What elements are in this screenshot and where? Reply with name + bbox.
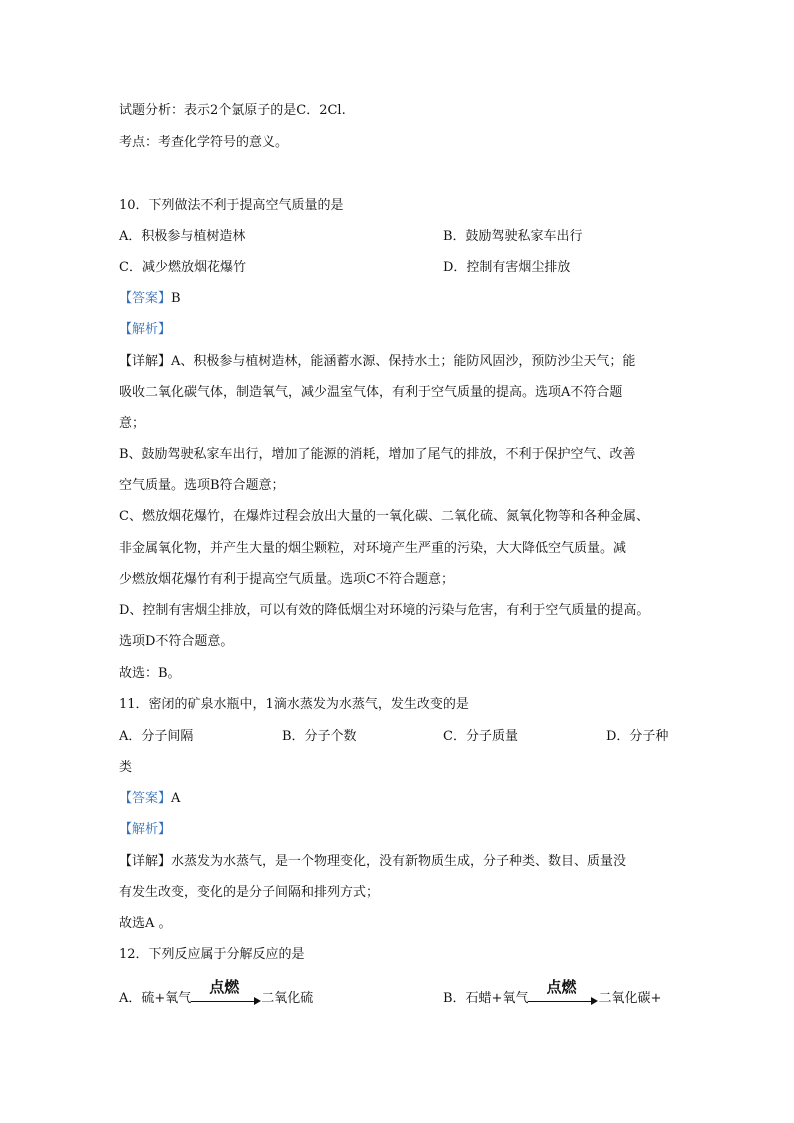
q11-jiexi-label: 【解析】 xyxy=(119,822,172,837)
q11-stem: 11．密闭的矿泉水瓶中，1滴水蒸发为水蒸气，发生改变的是 xyxy=(119,697,469,712)
q11-option-a: A．分子间隔 xyxy=(119,729,194,744)
detail-text: 水蒸发为水蒸气，是一个物理变化，没有新物质生成，分子种类、数目、质量没 xyxy=(171,854,627,869)
products: 二氧化硫 xyxy=(261,991,314,1006)
detail-text: A、积极参与植树造林，能涵蓄水源、保持水土；能防风固沙，预防沙尘天气；能 xyxy=(171,354,636,369)
arrow-head-icon xyxy=(254,997,261,1005)
arrow-head-icon xyxy=(591,997,598,1005)
reactants: A．硫+氧气 xyxy=(119,991,192,1006)
q10-detail-l10: 选项D不符合题意。 xyxy=(119,634,234,649)
q10-option-a: A．积极参与植树造林 xyxy=(119,229,246,244)
detail-label: 【详解】 xyxy=(119,354,172,369)
q11-answer xyxy=(119,790,180,808)
reaction-condition: 点燃 xyxy=(209,978,240,996)
reaction-condition: 点燃 xyxy=(546,978,577,996)
q10-stem: 10．下列做法不利于提高空气质量的是 xyxy=(119,198,344,213)
q10-detail-l8: 少燃放烟花爆竹有利于提高空气质量。选项C不符合题意； xyxy=(119,572,454,587)
q11-option-d-wrap: 类 xyxy=(119,760,133,775)
reactants: B．石蜡+氧气 xyxy=(443,991,529,1006)
answer-value: A xyxy=(171,791,181,806)
q11-option-d: D．分子种 xyxy=(606,729,669,744)
answer-label: 【答案】 xyxy=(119,291,172,306)
reaction-arrow xyxy=(528,978,598,1008)
q10-option-b: B．鼓励驾驶私家车出行 xyxy=(443,229,583,244)
kaodian-line: 考点：考查化学符号的意义。 xyxy=(119,135,289,150)
q11-option-b: B．分子个数 xyxy=(282,729,357,744)
q11-detail-l1 xyxy=(119,853,626,871)
q10-detail-l5: 空气质量。选项B符合题意； xyxy=(119,478,285,493)
q10-detail-l7: 非金属氧化物，并产生大量的烟尘颗粒，对环境产生严重的污染，大大降低空气质量。减 xyxy=(119,541,627,556)
q10-detail-l1 xyxy=(119,353,635,371)
answer-value: B xyxy=(171,291,181,306)
q12-stem: 12．下列反应属于分解反应的是 xyxy=(119,947,305,962)
q10-option-d: D．控制有害烟尘排放 xyxy=(443,260,571,275)
detail-label: 【详解】 xyxy=(119,854,172,869)
q10-detail-l2: 吸收二氧化碳气体，制造氧气，减少温室气体，有利于空气质量的提高。选项A不符合题 xyxy=(119,385,623,400)
q10-answer xyxy=(119,290,181,308)
reaction-arrow xyxy=(191,978,261,1008)
q10-option-c: C．减少燃放烟花爆竹 xyxy=(119,260,246,275)
q10-detail-l3: 意； xyxy=(119,416,146,431)
q11-option-c: C．分子质量 xyxy=(443,729,518,744)
q12-option-b xyxy=(443,978,662,1008)
q12-option-a xyxy=(119,978,314,1008)
q11-detail-l2: 有发生改变，变化的是分子间隔和排列方式； xyxy=(119,885,380,900)
answer-label: 【答案】 xyxy=(119,791,172,806)
analysis-line: 试题分析：表示2个氯原子的是C．2Cl. xyxy=(119,103,346,118)
q11-conclusion: 故选A 。 xyxy=(119,916,172,931)
q10-detail-l6: C、燃放烟花爆竹，在爆炸过程会放出大量的一氧化碳、二氧化硫、氮氧化物等和各种金属、 xyxy=(119,509,649,524)
q10-conclusion: 故选：B。 xyxy=(119,666,181,681)
q10-detail-l9: D、控制有害烟尘排放，可以有效的降低烟尘对环境的污染与危害，有利于空气质量的提高。 xyxy=(119,603,650,618)
q10-jiexi-label: 【解析】 xyxy=(119,322,172,337)
products: 二氧化碳+ xyxy=(598,991,662,1006)
q10-detail-l4: B、鼓励驾驶私家车出行，增加了能源的消耗，增加了尾气的排放，不利于保护空气、改善 xyxy=(119,447,636,462)
